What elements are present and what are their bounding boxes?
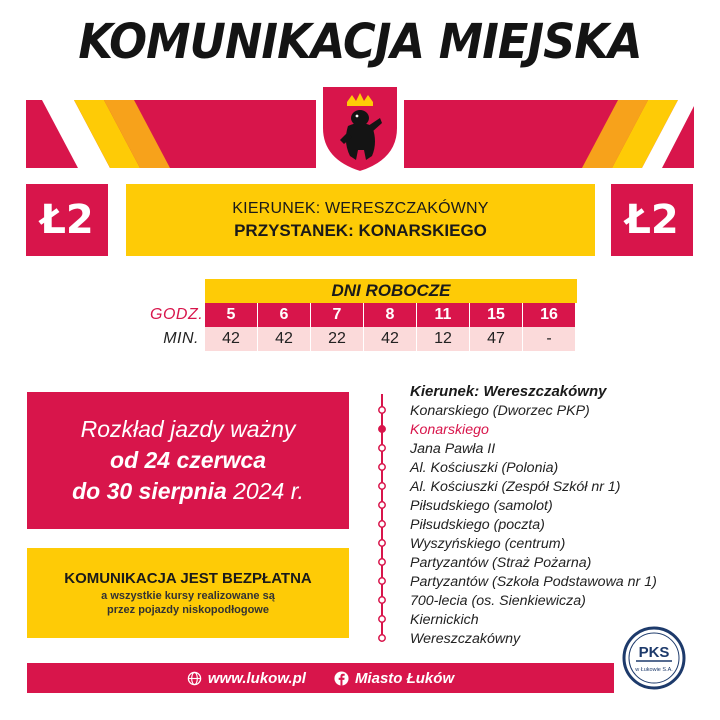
route-stop: Partyzantów (Straż Pożarna)	[410, 555, 592, 571]
hour-cell: 8	[364, 303, 417, 327]
free-sub-2: przez pojazdy niskopodłogowe	[107, 603, 269, 616]
route-stop: Al. Kościuszki (Polonia)	[410, 460, 559, 476]
route-stop: Jana Pawła II	[410, 441, 496, 457]
route-stop-dot	[379, 502, 385, 508]
globe-icon	[187, 671, 202, 686]
hour-cell: 5	[205, 303, 258, 327]
route-stop-dot	[379, 464, 385, 470]
line-badge-right: Ł2	[611, 184, 693, 256]
route-stop-dot	[379, 407, 385, 413]
direction-text: KIERUNEK: WERESZCZAKÓWNY	[232, 200, 489, 217]
route-stop: Al. Kościuszki (Zespół Szkół nr 1)	[410, 479, 621, 495]
pks-logo	[622, 626, 686, 690]
website-text: www.lukow.pl	[207, 669, 306, 687]
svg-text:w Łukowie S.A.: w Łukowie S.A.	[635, 667, 673, 673]
route-stop: Wereszczakówny	[410, 631, 521, 647]
route-stop-dot	[379, 635, 385, 641]
route-stop: Konarskiego (Dworzec PKP)	[410, 403, 590, 419]
minute-cell: -	[523, 327, 576, 351]
route-stop: Piłsudskiego (samolot)	[410, 498, 553, 514]
minute-cell: 47	[470, 327, 523, 351]
route-list	[410, 382, 710, 649]
timetable-minutes-row	[150, 327, 576, 351]
direction-box	[126, 184, 595, 256]
route-stop-dot	[379, 426, 385, 432]
stop-text: PRZYSTANEK: KONARSKIEGO	[234, 221, 487, 240]
route-stop-dot	[379, 559, 385, 565]
timetable-day-type: DNI ROBOCZE	[205, 279, 577, 303]
minute-cell: 22	[311, 327, 364, 351]
route-stop: Piłsudskiego (poczta)	[410, 517, 545, 533]
timetable-hours-row	[150, 303, 576, 327]
route-stop: Konarskiego	[410, 422, 489, 438]
hour-cell: 11	[417, 303, 470, 327]
route-stop: 700-lecia (os. Sienkiewicza)	[410, 593, 586, 609]
route-heading: Kierunek: Wereszczakówny	[410, 383, 607, 400]
page-title: KOMUNIKACJA MIEJSKA	[78, 14, 642, 70]
validity-line-1: Rozkład jazdy ważny	[80, 416, 296, 442]
minute-cell: 42	[364, 327, 417, 351]
free-transport-box	[27, 548, 349, 638]
hour-cell: 15	[470, 303, 523, 327]
route-stop-dot	[379, 597, 385, 603]
route-stop-dot	[379, 445, 385, 451]
route-line	[378, 394, 386, 648]
route-stop-dot	[379, 483, 385, 489]
website-link[interactable]	[187, 670, 306, 687]
hour-cell: 7	[311, 303, 364, 327]
hour-cell: 6	[258, 303, 311, 327]
footer-bar	[27, 663, 614, 693]
route-stop-dot	[379, 521, 385, 527]
validity-line-2: od 24 czerwca	[110, 447, 266, 473]
route-stop: Wyszyńskiego (centrum)	[410, 536, 566, 552]
svg-text:PKS: PKS	[638, 644, 670, 661]
hours-label: GODZ.	[150, 306, 204, 323]
route-stop: Kiernickich	[410, 612, 479, 628]
hour-cell: 16	[523, 303, 576, 327]
minute-cell: 12	[417, 327, 470, 351]
facebook-text: Miasto Łuków	[354, 669, 455, 687]
minute-cell: 42	[258, 327, 311, 351]
validity-box	[27, 392, 349, 529]
free-sub-1: a wszystkie kursy realizowane są	[101, 589, 275, 602]
route-stop-dot	[379, 540, 385, 546]
route-stop: Partyzantów (Szkoła Podstawowa nr 1)	[410, 574, 657, 590]
line-badge-left: Ł2	[26, 184, 108, 256]
minute-cell: 42	[205, 327, 258, 351]
route-stop-dot	[379, 616, 385, 622]
validity-line-3: do 30 sierpnia 2024 r.	[72, 478, 304, 504]
route-stop-dot	[379, 578, 385, 584]
facebook-icon	[334, 671, 349, 686]
minutes-label: MIN.	[163, 330, 199, 347]
facebook-link[interactable]	[334, 670, 454, 687]
free-title: KOMUNIKACJA JEST BEZPŁATNA	[64, 569, 312, 587]
